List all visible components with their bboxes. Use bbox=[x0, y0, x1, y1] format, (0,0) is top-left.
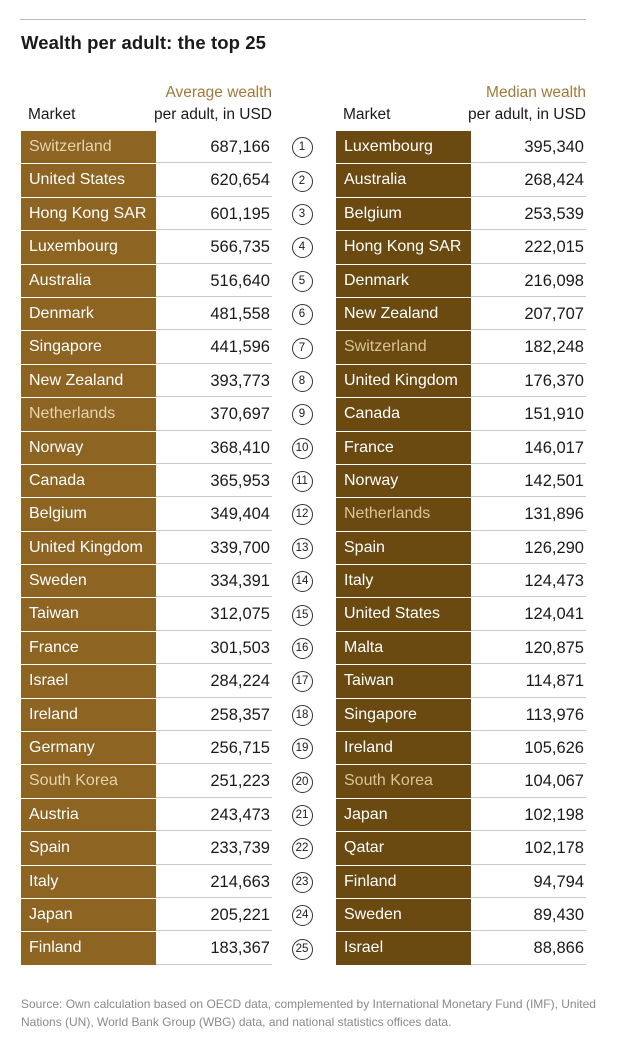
median-value-cell: 120,875 bbox=[471, 632, 586, 664]
rank-badge bbox=[289, 565, 315, 598]
average-value-cell: 258,357 bbox=[156, 699, 272, 731]
average-value-cell: 301,503 bbox=[156, 632, 272, 664]
rank-badge bbox=[289, 799, 315, 832]
rank-number: 16 bbox=[292, 638, 313, 659]
average-value-cell: 183,367 bbox=[156, 932, 272, 964]
average-market-cell: Singapore bbox=[21, 331, 156, 363]
median-row bbox=[336, 632, 586, 665]
median-market-cell: Spain bbox=[336, 532, 471, 564]
right-value-header bbox=[462, 82, 586, 126]
median-value-cell: 151,910 bbox=[471, 398, 586, 430]
median-row bbox=[336, 164, 586, 197]
rank-badge bbox=[289, 398, 315, 431]
average-value-cell: 481,558 bbox=[156, 298, 272, 330]
average-market-cell: Germany bbox=[21, 732, 156, 764]
rank-badge bbox=[289, 331, 315, 364]
average-row bbox=[21, 131, 272, 164]
average-value-cell: 516,640 bbox=[156, 265, 272, 297]
average-value-cell: 339,700 bbox=[156, 532, 272, 564]
rank-badge bbox=[289, 298, 315, 331]
median-value-cell: 268,424 bbox=[471, 164, 586, 196]
average-wealth-table bbox=[21, 131, 272, 966]
median-market-cell: Netherlands bbox=[336, 498, 471, 530]
average-row bbox=[21, 932, 272, 965]
rank-badge bbox=[289, 598, 315, 631]
average-value-cell: 365,953 bbox=[156, 465, 272, 497]
average-market-cell: United Kingdom bbox=[21, 532, 156, 564]
median-market-cell: Luxembourg bbox=[336, 131, 471, 163]
chart-title: Wealth per adult: the top 25 bbox=[21, 32, 267, 53]
average-market-cell: Norway bbox=[21, 432, 156, 464]
left-value-header-line1: Average wealth bbox=[165, 84, 272, 101]
average-market-cell: Austria bbox=[21, 799, 156, 831]
rank-number: 7 bbox=[292, 338, 313, 359]
median-row bbox=[336, 498, 586, 531]
average-row bbox=[21, 331, 272, 364]
median-market-cell: Belgium bbox=[336, 198, 471, 230]
rank-number: 19 bbox=[292, 738, 313, 759]
median-market-cell: United States bbox=[336, 598, 471, 630]
average-market-cell: Sweden bbox=[21, 565, 156, 597]
average-row bbox=[21, 432, 272, 465]
median-value-cell: 104,067 bbox=[471, 765, 586, 797]
average-value-cell: 620,654 bbox=[156, 164, 272, 196]
average-row bbox=[21, 498, 272, 531]
average-row bbox=[21, 465, 272, 498]
median-value-cell: 222,015 bbox=[471, 231, 586, 263]
average-row bbox=[21, 665, 272, 698]
average-value-cell: 256,715 bbox=[156, 732, 272, 764]
rank-badge bbox=[289, 498, 315, 531]
average-value-cell: 687,166 bbox=[156, 131, 272, 163]
median-market-cell: Italy bbox=[336, 565, 471, 597]
median-value-cell: 124,041 bbox=[471, 598, 586, 630]
median-row bbox=[336, 398, 586, 431]
median-row bbox=[336, 465, 586, 498]
median-market-cell: Japan bbox=[336, 799, 471, 831]
median-value-cell: 131,896 bbox=[471, 498, 586, 530]
rank-number: 21 bbox=[292, 805, 313, 826]
average-value-cell: 243,473 bbox=[156, 799, 272, 831]
rank-badge bbox=[289, 432, 315, 465]
rank-number: 11 bbox=[292, 471, 313, 492]
median-market-cell: Ireland bbox=[336, 732, 471, 764]
median-value-cell: 102,178 bbox=[471, 832, 586, 864]
average-value-cell: 349,404 bbox=[156, 498, 272, 530]
average-value-cell: 312,075 bbox=[156, 598, 272, 630]
median-market-cell: Malta bbox=[336, 632, 471, 664]
median-row bbox=[336, 298, 586, 331]
rank-column bbox=[289, 131, 315, 966]
top-rule bbox=[20, 19, 586, 20]
median-market-cell: Denmark bbox=[336, 265, 471, 297]
rank-badge bbox=[289, 198, 315, 231]
average-market-cell: Italy bbox=[21, 866, 156, 898]
average-value-cell: 214,663 bbox=[156, 866, 272, 898]
left-value-header-line2: per adult, in USD bbox=[153, 106, 272, 123]
rank-number: 25 bbox=[292, 939, 313, 960]
rank-number: 12 bbox=[292, 504, 313, 525]
rank-number: 20 bbox=[292, 772, 313, 793]
rank-number: 10 bbox=[292, 438, 313, 459]
rank-badge bbox=[289, 231, 315, 264]
median-value-cell: 216,098 bbox=[471, 265, 586, 297]
average-market-cell: Switzerland bbox=[21, 131, 156, 163]
average-row bbox=[21, 732, 272, 765]
median-row bbox=[336, 665, 586, 698]
median-value-cell: 124,473 bbox=[471, 565, 586, 597]
average-value-cell: 205,221 bbox=[156, 899, 272, 931]
average-row bbox=[21, 565, 272, 598]
median-row bbox=[336, 432, 586, 465]
median-row bbox=[336, 532, 586, 565]
average-row bbox=[21, 398, 272, 431]
average-value-cell: 233,739 bbox=[156, 832, 272, 864]
average-row bbox=[21, 265, 272, 298]
median-row bbox=[336, 131, 586, 164]
rank-number: 4 bbox=[292, 237, 313, 258]
average-value-cell: 393,773 bbox=[156, 365, 272, 397]
median-value-cell: 94,794 bbox=[471, 866, 586, 898]
rank-badge bbox=[289, 465, 315, 498]
median-market-cell: Taiwan bbox=[336, 665, 471, 697]
median-market-cell: Hong Kong SAR bbox=[336, 231, 471, 263]
median-market-cell: Sweden bbox=[336, 899, 471, 931]
rank-badge bbox=[289, 832, 315, 865]
median-market-cell: Singapore bbox=[336, 699, 471, 731]
median-row bbox=[336, 231, 586, 264]
average-row bbox=[21, 164, 272, 197]
median-value-cell: 176,370 bbox=[471, 365, 586, 397]
average-market-cell: Belgium bbox=[21, 498, 156, 530]
rank-number: 22 bbox=[292, 838, 313, 859]
median-value-cell: 88,866 bbox=[471, 932, 586, 964]
median-row bbox=[336, 832, 586, 865]
rank-badge bbox=[289, 365, 315, 398]
median-market-cell: Canada bbox=[336, 398, 471, 430]
median-market-cell: France bbox=[336, 432, 471, 464]
rank-badge bbox=[289, 866, 315, 899]
median-value-cell: 113,976 bbox=[471, 699, 586, 731]
average-market-cell: Denmark bbox=[21, 298, 156, 330]
average-market-cell: United States bbox=[21, 164, 156, 196]
average-market-cell: Hong Kong SAR bbox=[21, 198, 156, 230]
average-value-cell: 251,223 bbox=[156, 765, 272, 797]
rank-badge bbox=[289, 665, 315, 698]
rank-badge bbox=[289, 732, 315, 765]
median-value-cell: 146,017 bbox=[471, 432, 586, 464]
average-market-cell: Japan bbox=[21, 899, 156, 931]
median-row bbox=[336, 598, 586, 631]
median-value-cell: 395,340 bbox=[471, 131, 586, 163]
rank-number: 24 bbox=[292, 905, 313, 926]
rank-number: 15 bbox=[292, 605, 313, 626]
rank-badge bbox=[289, 899, 315, 932]
median-row bbox=[336, 265, 586, 298]
average-value-cell: 370,697 bbox=[156, 398, 272, 430]
average-market-cell: Ireland bbox=[21, 699, 156, 731]
median-value-cell: 105,626 bbox=[471, 732, 586, 764]
average-value-cell: 566,735 bbox=[156, 231, 272, 263]
median-value-cell: 102,198 bbox=[471, 799, 586, 831]
average-market-cell: South Korea bbox=[21, 765, 156, 797]
average-row bbox=[21, 799, 272, 832]
average-market-cell: Israel bbox=[21, 665, 156, 697]
average-market-cell: Netherlands bbox=[21, 398, 156, 430]
median-market-cell: New Zealand bbox=[336, 298, 471, 330]
average-market-cell: France bbox=[21, 632, 156, 664]
average-row bbox=[21, 198, 272, 231]
median-row bbox=[336, 866, 586, 899]
median-value-cell: 142,501 bbox=[471, 465, 586, 497]
median-value-cell: 89,430 bbox=[471, 899, 586, 931]
rank-badge bbox=[289, 131, 315, 164]
average-value-cell: 601,195 bbox=[156, 198, 272, 230]
rank-number: 5 bbox=[292, 271, 313, 292]
median-value-cell: 126,290 bbox=[471, 532, 586, 564]
rank-number: 17 bbox=[292, 671, 313, 692]
average-market-cell: Australia bbox=[21, 265, 156, 297]
median-row bbox=[336, 198, 586, 231]
average-row bbox=[21, 866, 272, 899]
median-row bbox=[336, 799, 586, 832]
median-value-cell: 182,248 bbox=[471, 331, 586, 363]
average-market-cell: Spain bbox=[21, 832, 156, 864]
median-market-cell: Qatar bbox=[336, 832, 471, 864]
median-value-cell: 114,871 bbox=[471, 665, 586, 697]
average-row bbox=[21, 832, 272, 865]
rank-badge bbox=[289, 532, 315, 565]
rank-number: 1 bbox=[292, 137, 313, 158]
median-row bbox=[336, 565, 586, 598]
median-market-cell: Switzerland bbox=[336, 331, 471, 363]
left-value-header bbox=[150, 82, 272, 126]
average-row bbox=[21, 532, 272, 565]
median-row bbox=[336, 331, 586, 364]
source-note: Source: Own calculation based on OECD data, complemented by International Monetary Fund (IMF), United Nations (UN), World Bank Group (WBG) data, and national statistics offices data. bbox=[21, 997, 596, 1029]
median-row bbox=[336, 765, 586, 798]
median-row bbox=[336, 365, 586, 398]
rank-number: 8 bbox=[292, 371, 313, 392]
median-wealth-table bbox=[336, 131, 586, 966]
average-value-cell: 334,391 bbox=[156, 565, 272, 597]
right-value-header-line1: Median wealth bbox=[486, 84, 586, 101]
median-market-cell: South Korea bbox=[336, 765, 471, 797]
rank-number: 14 bbox=[292, 571, 313, 592]
left-market-header: Market bbox=[28, 106, 76, 123]
rank-number: 9 bbox=[292, 404, 313, 425]
median-market-cell: Norway bbox=[336, 465, 471, 497]
rank-badge bbox=[289, 932, 315, 965]
average-market-cell: Taiwan bbox=[21, 598, 156, 630]
average-row bbox=[21, 899, 272, 932]
rank-number: 6 bbox=[292, 304, 313, 325]
rank-number: 13 bbox=[292, 538, 313, 559]
median-value-cell: 253,539 bbox=[471, 198, 586, 230]
median-market-cell: Israel bbox=[336, 932, 471, 964]
rank-number: 2 bbox=[292, 171, 313, 192]
average-row bbox=[21, 765, 272, 798]
rank-badge bbox=[289, 699, 315, 732]
average-row bbox=[21, 699, 272, 732]
right-value-header-line2: per adult, in USD bbox=[467, 106, 586, 123]
average-row bbox=[21, 231, 272, 264]
right-market-header: Market bbox=[343, 106, 391, 123]
average-market-cell: Luxembourg bbox=[21, 231, 156, 263]
rank-badge bbox=[289, 632, 315, 665]
median-market-cell: United Kingdom bbox=[336, 365, 471, 397]
average-row bbox=[21, 598, 272, 631]
median-row bbox=[336, 932, 586, 965]
average-value-cell: 368,410 bbox=[156, 432, 272, 464]
rank-number: 3 bbox=[292, 204, 313, 225]
average-market-cell: New Zealand bbox=[21, 365, 156, 397]
median-row bbox=[336, 899, 586, 932]
rank-badge bbox=[289, 765, 315, 798]
average-row bbox=[21, 298, 272, 331]
rank-number: 18 bbox=[292, 705, 313, 726]
rank-badge bbox=[289, 265, 315, 298]
median-row bbox=[336, 699, 586, 732]
average-market-cell: Canada bbox=[21, 465, 156, 497]
median-value-cell: 207,707 bbox=[471, 298, 586, 330]
rank-number: 23 bbox=[292, 872, 313, 893]
average-row bbox=[21, 365, 272, 398]
rank-badge bbox=[289, 164, 315, 197]
median-market-cell: Finland bbox=[336, 866, 471, 898]
average-value-cell: 284,224 bbox=[156, 665, 272, 697]
average-row bbox=[21, 632, 272, 665]
average-value-cell: 441,596 bbox=[156, 331, 272, 363]
average-market-cell: Finland bbox=[21, 932, 156, 964]
median-market-cell: Australia bbox=[336, 164, 471, 196]
median-row bbox=[336, 732, 586, 765]
